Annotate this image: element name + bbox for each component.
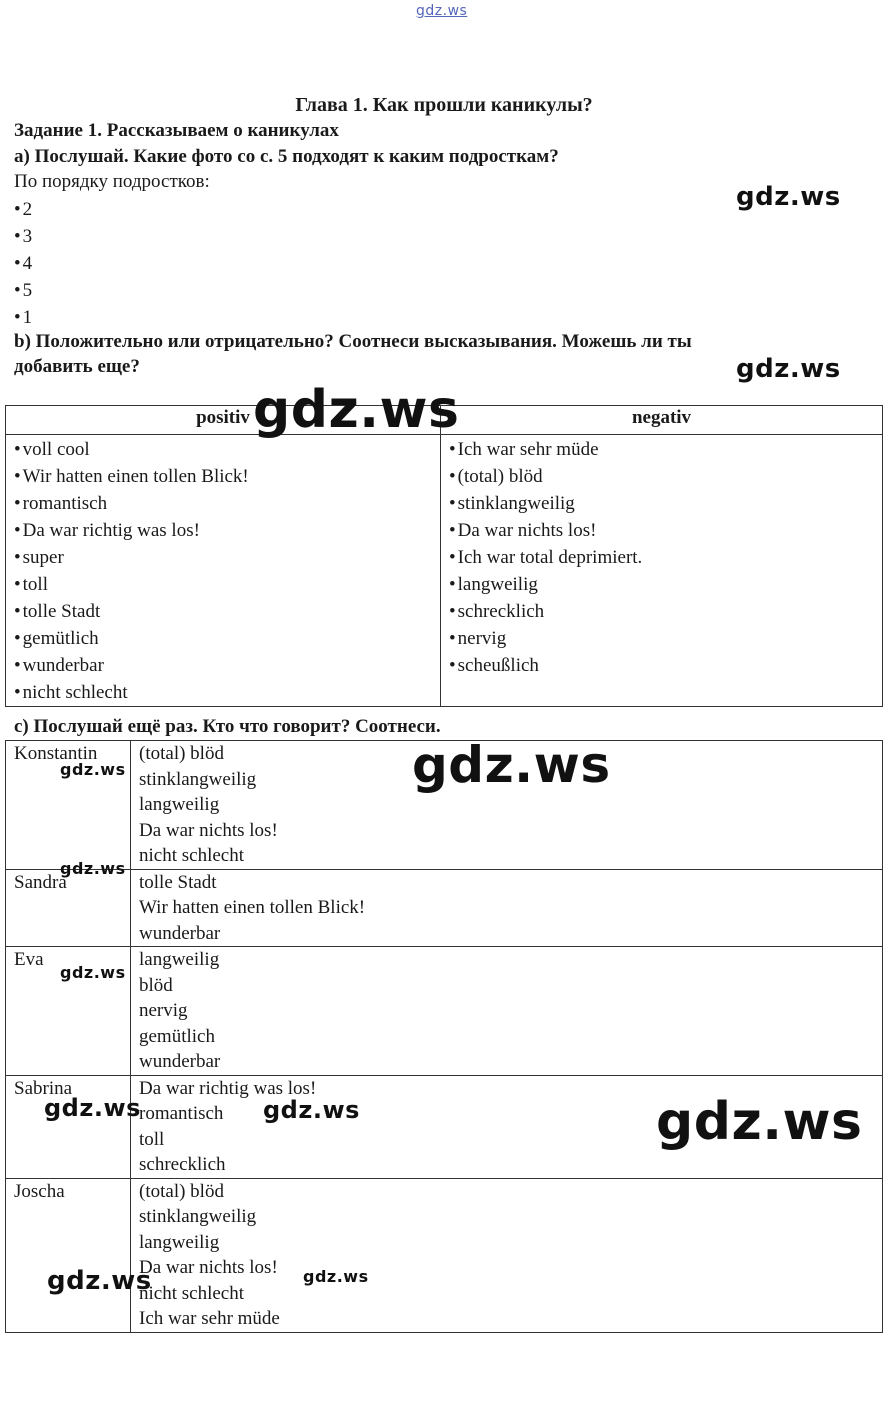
part-a-intro: По порядку подростков: [14,171,210,192]
watermark: gdz.ws [60,859,126,878]
list-item: • super [14,544,432,571]
list-item: • scheußlich [449,652,874,679]
negative-column [441,435,883,707]
phrase: gemütlich [139,1025,215,1047]
table-row [6,947,883,1076]
phrase: nervig [139,1000,188,1021]
part-c-heading: c) Послушай ещё раз. Кто что говорит? Соотнеси. [14,716,441,737]
watermark: gdz.ws [263,1096,360,1124]
list-item: • Ich war total deprimiert. [449,544,874,571]
speaker-name-text: Joscha [14,1180,65,1202]
list-item: • 1 [14,304,32,331]
speaker-name-text: Eva [14,949,44,970]
list-item: • voll cool [14,436,432,463]
page-title: Глава 1. Как прошли каникулы? [295,94,593,116]
list-item: • schrecklich [449,598,874,625]
speaker-name-text: Sandra [14,871,67,893]
watermark: gdz.ws [736,182,841,212]
watermark: gdz.ws [60,963,126,982]
phrase: toll [139,1128,165,1150]
part-a-heading: а) Послушай. Какие фото со с. 5 подходят к каким подросткам? [14,146,559,167]
task-heading: Задание 1. Рассказываем о каникулах [14,120,339,141]
phrase: langweilig [139,1231,220,1253]
phrase: Ich war sehr müde [139,1308,280,1329]
phrase: Da war nichts los! [139,1257,278,1278]
list-item: • Ich war sehr müde [449,436,874,463]
watermark: gdz.ws [412,736,611,794]
phrase: romantisch [139,1103,224,1124]
speaker-phrases [131,1178,883,1332]
positive-negative-table [5,405,883,707]
watermark: gdz.ws [60,760,126,779]
list-item: • toll [14,571,432,598]
phrase: langweilig [139,949,220,970]
negative-header: negativ [441,406,883,435]
list-item: • Da war richtig was los! [14,517,432,544]
watermark: gdz.ws [656,1092,863,1152]
phrase: (total) blöd [139,1180,224,1202]
who-says-what-table [5,740,883,1333]
list-item: • tolle Stadt [14,598,432,625]
watermark: gdz.ws [253,380,460,440]
list-item: • romantisch [14,490,432,517]
phrase: Wir hatten einen tollen Blick! [139,897,366,918]
list-item: • Da war nichts los! [449,517,874,544]
positive-column [6,435,441,707]
list-item: • stinklangweilig [449,490,874,517]
list-item: • 5 [14,277,32,304]
positive-header: positiv [6,406,441,435]
phrase: stinklangweilig [139,768,257,790]
list-item: • 4 [14,250,32,277]
table-row [6,869,883,947]
list-item: • Wir hatten einen tollen Blick! [14,463,432,490]
speaker-phrases [131,869,883,947]
list-item: • (total) blöd [449,463,874,490]
part-b-heading-line2: добавить еще? [14,356,140,377]
list-item: • 3 [14,223,32,250]
table-row [6,1178,883,1332]
speaker-name [6,1178,131,1332]
speaker-name [6,1075,131,1178]
watermark: gdz.ws [47,1266,152,1296]
phrase: schrecklich [139,1154,226,1175]
part-a-list [14,196,32,331]
speaker-name-text: Sabrina [14,1077,73,1099]
phrase: blöd [139,974,173,996]
speaker-name-text: Konstantin [14,743,98,764]
part-b-heading-line1: b) Положительно или отрицательно? Соотнеси высказывания. Можешь ли ты [14,331,692,352]
list-item: • langweilig [449,571,874,598]
phrase: stinklangweilig [139,1206,257,1227]
phrase: Da war nichts los! [139,819,278,841]
phrase: (total) blöd [139,743,224,764]
speaker-name [6,869,131,947]
watermark: gdz.ws [44,1094,141,1122]
phrase: tolle Stadt [139,871,217,893]
watermark: gdz.ws [736,354,841,384]
phrase: wunderbar [139,922,221,944]
list-item: • wunderbar [14,652,432,679]
phrase: Da war richtig was los! [139,1077,317,1099]
phrase: wunderbar [139,1051,221,1072]
list-item: • nicht schlecht [14,679,432,706]
phrase: langweilig [139,794,220,815]
list-item: • 2 [14,196,32,223]
phrase: nicht schlecht [139,1282,244,1304]
watermark-top: gdz.ws [416,3,468,19]
watermark: gdz.ws [303,1267,369,1286]
speaker-phrases [131,947,883,1076]
list-item: • nervig [449,625,874,652]
list-item: • gemütlich [14,625,432,652]
phrase: nicht schlecht [139,845,244,866]
